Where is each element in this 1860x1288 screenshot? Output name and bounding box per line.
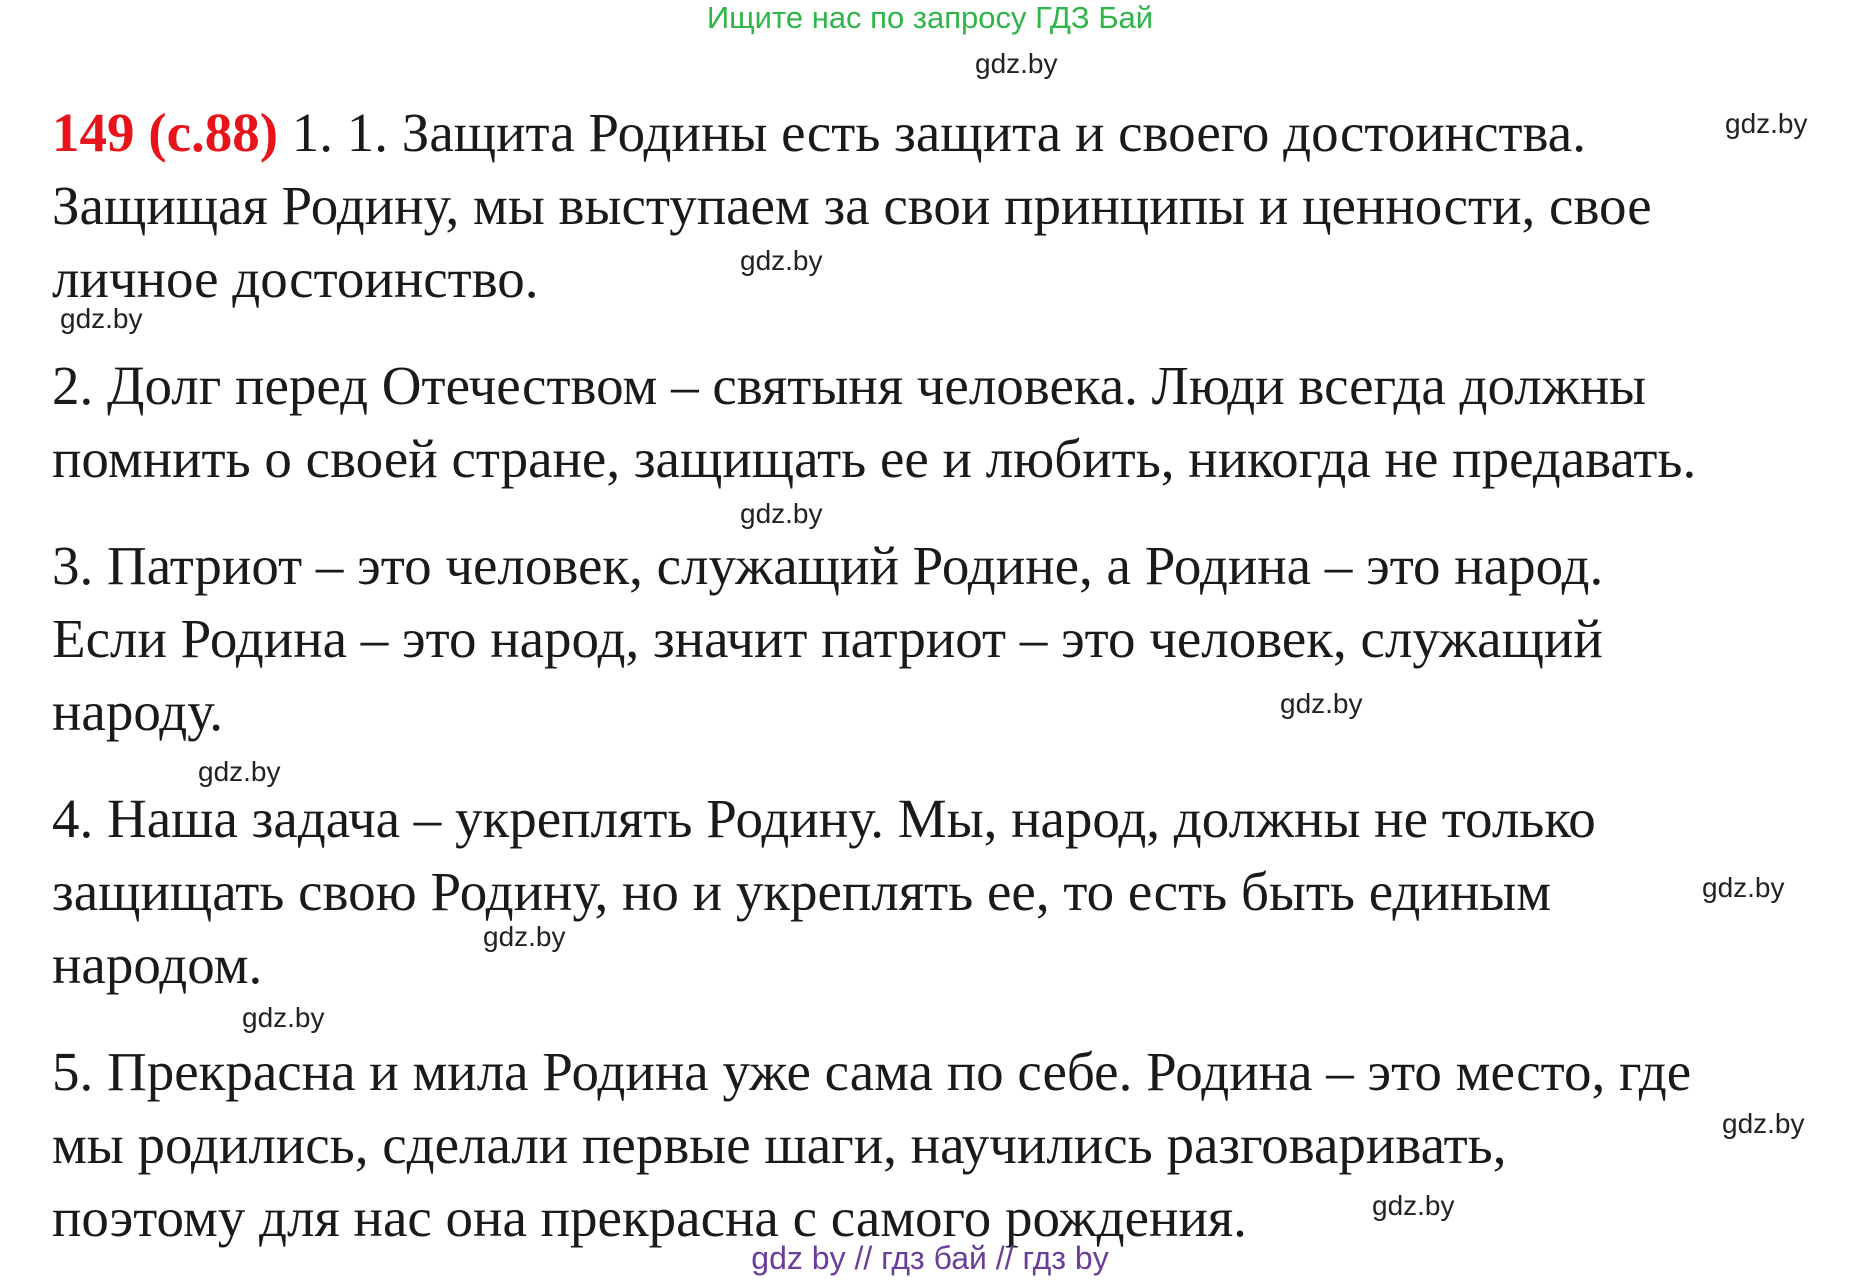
answer-line: помнить о своей стране, защищать ее и любить, никогда не предавать.: [52, 428, 1697, 489]
answer-line: Если Родина – это народ, значит патриот – это человек, служащий: [52, 608, 1603, 669]
watermark: gdz.by: [1280, 688, 1363, 719]
answer-content: [52, 96, 1832, 1288]
search-hint-banner: Ищите нас по запросу ГДЗ Бай: [706, 0, 1154, 35]
answer-line: 5. Прекрасна и мила Родина уже сама по себе. Родина – это место, где: [52, 1041, 1692, 1102]
answer-line: 3. Патриот – это человек, служащий Родине, а Родина – это народ.: [52, 535, 1604, 596]
watermark: gdz.by: [60, 303, 143, 334]
watermark: gdz.by: [1702, 872, 1785, 903]
watermark: gdz.by: [1725, 108, 1808, 139]
watermark: gdz.by: [198, 756, 281, 787]
answer-item-2: [52, 349, 1832, 495]
watermark: gdz.by: [1372, 1190, 1455, 1221]
watermark: gdz.by: [483, 921, 566, 952]
answer-line: мы родились, сделали первые шаги, научились разговаривать,: [52, 1114, 1507, 1175]
answer-line: 2. Долг перед Отечеством – святыня человека. Люди всегда должны: [52, 355, 1647, 416]
answer-line: народу.: [52, 681, 223, 742]
answer-item-3: [52, 529, 1832, 748]
watermark: gdz.by: [1722, 1108, 1805, 1139]
task-number: 149 (с.88): [52, 102, 279, 163]
watermark: gdz.by: [740, 498, 823, 529]
answer-line: поэтому для нас она прекрасна с самого рождения.: [52, 1187, 1247, 1248]
answer-line: Защищая Родину, мы выступаем за свои принципы и ценности, свое: [52, 175, 1652, 236]
watermark: gdz.by: [740, 245, 823, 276]
watermark: gdz.by: [242, 1002, 325, 1033]
answer-item-1: [52, 96, 1832, 315]
answer-line: народом.: [52, 934, 263, 995]
answer-line: 149 (с.88) 1. 1. Защита Родины есть защита и своего достоинства.: [52, 102, 1586, 163]
answer-line: защищать свою Родину, но и укреплять ее, то есть быть единым: [52, 861, 1552, 922]
answer-line: 4. Наша задача – укреплять Родину. Мы, народ, должны не только: [52, 788, 1596, 849]
answer-item-5: [52, 1035, 1832, 1254]
answer-item-4: [52, 782, 1832, 1001]
watermark: gdz.by: [975, 48, 1058, 79]
footer-watermark: gdz by // гдз бай // гдз by: [751, 1240, 1109, 1276]
answer-line: личное достоинство.: [52, 248, 539, 309]
